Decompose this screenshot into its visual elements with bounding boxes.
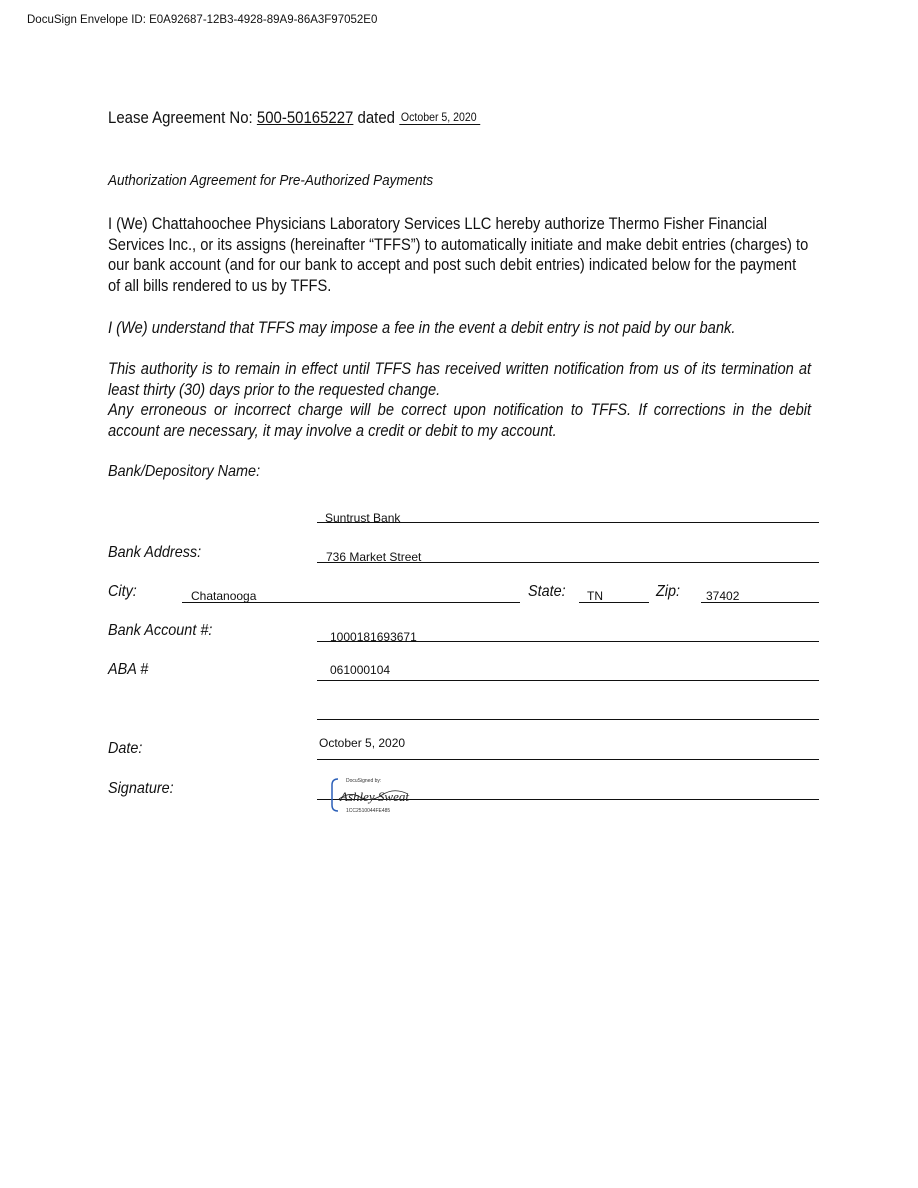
- authority-text: This authority is to remain in effect until TFFS has received written notification from us of its termination at least thirty (30) days prior to the requested change.: [108, 360, 812, 399]
- state-field[interactable]: TN: [587, 589, 603, 603]
- lease-date: October 5, 2020: [399, 110, 480, 125]
- bank-address-field[interactable]: 736 Market Street: [326, 550, 422, 564]
- lease-line: [108, 108, 480, 128]
- bank-address-label: Bank Address:: [108, 544, 202, 561]
- blank-line: [317, 719, 819, 720]
- erroneous-text: Any erroneous or incorrect charge will be correct upon notification to TFFS. If corrections in the debit account are necessary, it may involve a credit or debit to my account.: [108, 401, 812, 440]
- city-label: City:: [108, 583, 137, 600]
- zip-field[interactable]: 37402: [706, 589, 740, 603]
- city-field[interactable]: Chatanooga: [191, 589, 257, 603]
- signature-scrawl: Ashley Sweat: [340, 789, 409, 804]
- signature-bracket-icon: [330, 777, 420, 813]
- signature-label: Signature:: [108, 780, 174, 797]
- lease-number: 500-50165227: [256, 108, 354, 127]
- bank-account-label: Bank Account #:: [108, 622, 213, 639]
- signature-hash: 1CC2510044FE485: [346, 808, 391, 813]
- bank-name-label: Bank/Depository Name:: [108, 463, 261, 480]
- bank-account-field[interactable]: 1000181693671: [330, 630, 417, 644]
- aba-label: ABA #: [108, 661, 149, 678]
- date-label: Date:: [108, 740, 143, 757]
- authority-paragraph: [108, 359, 811, 441]
- bank-name-field[interactable]: Suntrust Bank: [325, 511, 401, 525]
- authorization-title: Authorization Agreement for Pre-Authorized Payments: [108, 172, 434, 189]
- fee-paragraph: I (We) understand that TFFS may impose a fee in the event a debit entry is not paid by our bank.: [108, 319, 736, 337]
- lease-dated-label: dated: [353, 108, 400, 127]
- date-field[interactable]: October 5, 2020: [319, 736, 406, 750]
- aba-line: [317, 680, 819, 681]
- lease-prefix: Lease Agreement No:: [108, 108, 257, 127]
- docusign-signature-block[interactable]: [330, 777, 420, 813]
- authorize-paragraph: I (We) Chattahoochee Physicians Laboratory Services LLC hereby authorize Thermo Fisher Financial Services Inc., or its assigns (hereinafter “TFFS”) to automatically initiate and make debit entries (charges) to our bank account (and for our bank to accept and post such debit entries) indicated below for the payment of all bills rendered to us by TFFS.: [108, 215, 809, 295]
- docusigned-by-text: DocuSigned by:: [346, 778, 382, 784]
- aba-field[interactable]: 061000104: [330, 663, 391, 677]
- zip-label: Zip:: [656, 583, 681, 600]
- state-label: State:: [528, 583, 566, 600]
- envelope-id: DocuSign Envelope ID: E0A92687-12B3-4928-89A9-86A3F97052E0: [27, 14, 378, 26]
- date-line: [317, 759, 819, 760]
